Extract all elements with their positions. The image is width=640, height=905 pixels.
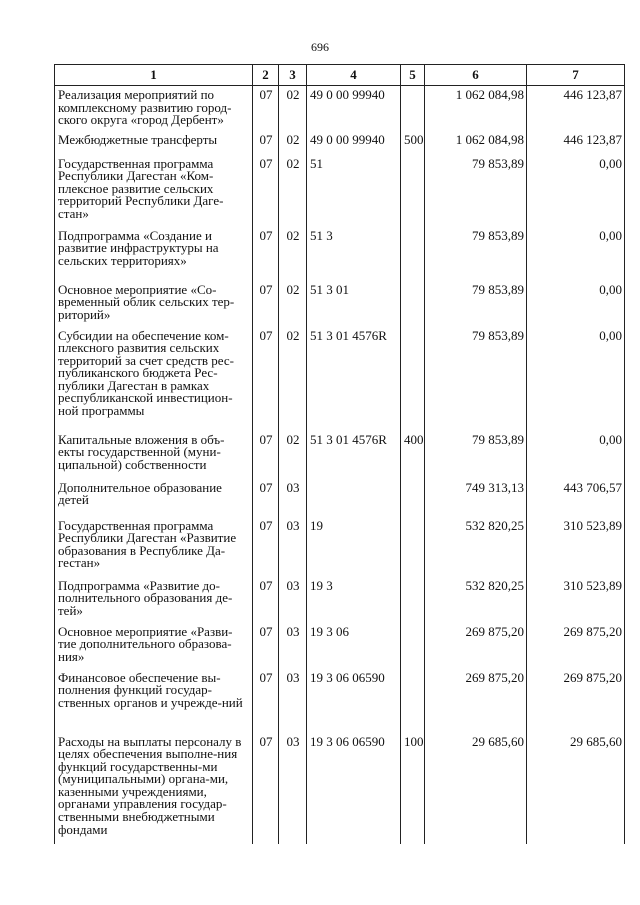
row-target-code: 51 3 01 4576R: [307, 330, 401, 434]
row-expense-type: 100: [401, 736, 425, 844]
row-amount-1: 79 853,89: [425, 434, 527, 482]
page-number: 696: [311, 40, 329, 54]
row-expense-type: [401, 158, 425, 230]
row-amount-2: 443 706,57: [527, 482, 625, 520]
table-row: [55, 134, 625, 158]
row-amount-2: 29 685,60: [527, 736, 625, 844]
row-amount-1: 79 853,89: [425, 158, 527, 230]
row-subsection: 02: [279, 284, 307, 330]
row-amount-2: 310 523,89: [527, 580, 625, 626]
row-section: 07: [253, 482, 279, 520]
row-amount-2: 0,00: [527, 158, 625, 230]
table-row: [55, 434, 625, 482]
row-expense-type: [401, 672, 425, 736]
row-target-code: 19 3 06: [307, 626, 401, 672]
row-amount-2: 0,00: [527, 284, 625, 330]
row-section: 07: [253, 626, 279, 672]
row-target-code: 51 3 01 4576R: [307, 434, 401, 482]
row-subsection: 03: [279, 626, 307, 672]
header-cell-name: 1: [55, 65, 253, 86]
row-name: Расходы на выплаты персоналу в целях обеспечения выполне-ния функций государственны-ми (муниципальными) органа-ми, казенными учреждениями, органами управления государ-ственными внебюджетными фондами: [55, 736, 253, 844]
row-expense-type: 400: [401, 434, 425, 482]
row-expense-type: [401, 520, 425, 580]
table-row: [55, 158, 625, 230]
row-amount-1: 1 062 084,98: [425, 86, 527, 134]
table-row: [55, 520, 625, 580]
row-subsection: 03: [279, 520, 307, 580]
row-amount-1: 749 313,13: [425, 482, 527, 520]
row-section: 07: [253, 158, 279, 230]
row-expense-type: [401, 284, 425, 330]
row-name: Капитальные вложения в объ-екты государственной (муни-ципальной) собственности: [55, 434, 253, 482]
row-target-code: 19: [307, 520, 401, 580]
row-subsection: 03: [279, 580, 307, 626]
row-expense-type: 500: [401, 134, 425, 158]
budget-table: [54, 64, 625, 844]
row-amount-2: 269 875,20: [527, 626, 625, 672]
row-amount-1: 269 875,20: [425, 626, 527, 672]
row-amount-1: 532 820,25: [425, 580, 527, 626]
table-row: [55, 580, 625, 626]
row-subsection: 02: [279, 230, 307, 284]
row-amount-1: 79 853,89: [425, 284, 527, 330]
row-amount-1: 269 875,20: [425, 672, 527, 736]
row-amount-2: 310 523,89: [527, 520, 625, 580]
table-row: [55, 626, 625, 672]
row-expense-type: [401, 580, 425, 626]
row-section: 07: [253, 330, 279, 434]
row-expense-type: [401, 626, 425, 672]
row-name: Субсидии на обеспечение ком-плексного развития сельских территорий за счет средств рес-публиканского бюджета Рес-публики Дагестан в рамках республиканской инвестицион-ной программы: [55, 330, 253, 434]
row-name: Дополнительное образование детей: [55, 482, 253, 520]
row-target-code: 19 3: [307, 580, 401, 626]
table-row: [55, 482, 625, 520]
row-section: 07: [253, 672, 279, 736]
row-name: Подпрограмма «Создание и развитие инфраструктуры на сельских территориях»: [55, 230, 253, 284]
row-amount-2: 269 875,20: [527, 672, 625, 736]
row-name: Межбюджетные трансферты: [55, 134, 253, 158]
row-target-code: 51 3 01: [307, 284, 401, 330]
row-subsection: 02: [279, 158, 307, 230]
row-amount-2: 0,00: [527, 330, 625, 434]
row-amount-1: 79 853,89: [425, 330, 527, 434]
row-target-code: [307, 482, 401, 520]
row-section: 07: [253, 284, 279, 330]
row-expense-type: [401, 482, 425, 520]
row-amount-1: 1 062 084,98: [425, 134, 527, 158]
row-subsection: 02: [279, 86, 307, 134]
row-name: Финансовое обеспечение вы-полнения функций государ-ственных органов и учрежде-ний: [55, 672, 253, 736]
row-expense-type: [401, 330, 425, 434]
row-section: 07: [253, 230, 279, 284]
row-name: Реализация мероприятий по комплексному развитию город-ского округа «город Дербент»: [55, 86, 253, 134]
row-subsection: 02: [279, 434, 307, 482]
row-target-code: 49 0 00 99940: [307, 86, 401, 134]
row-amount-2: 0,00: [527, 434, 625, 482]
row-target-code: 19 3 06 06590: [307, 736, 401, 844]
table-row: [55, 330, 625, 434]
table-row: [55, 86, 625, 134]
header-cell-target-code: 4: [307, 65, 401, 86]
row-subsection: 03: [279, 672, 307, 736]
header-cell-subsection: 3: [279, 65, 307, 86]
row-subsection: 02: [279, 134, 307, 158]
header-cell-amount-1: 6: [425, 65, 527, 86]
row-expense-type: [401, 86, 425, 134]
header-cell-section: 2: [253, 65, 279, 86]
row-amount-2: 446 123,87: [527, 86, 625, 134]
table-row: [55, 736, 625, 844]
row-target-code: 51 3: [307, 230, 401, 284]
row-amount-2: 446 123,87: [527, 134, 625, 158]
row-name: Подпрограмма «Развитие до-полнительного образования де-тей»: [55, 580, 253, 626]
row-target-code: 51: [307, 158, 401, 230]
row-name: Государственная программа Республики Дагестан «Ком-плексное развитие сельских территорий Республики Даге-стан»: [55, 158, 253, 230]
row-expense-type: [401, 230, 425, 284]
row-subsection: 02: [279, 330, 307, 434]
row-amount-1: 29 685,60: [425, 736, 527, 844]
row-name: Государственная программа Республики Дагестан «Развитие образования в Республике Да-гестан»: [55, 520, 253, 580]
row-section: 07: [253, 134, 279, 158]
table-row: [55, 672, 625, 736]
row-target-code: 49 0 00 99940: [307, 134, 401, 158]
row-amount-2: 0,00: [527, 230, 625, 284]
row-name: Основное мероприятие «Со-временный облик сельских тер-риторий»: [55, 284, 253, 330]
row-amount-1: 532 820,25: [425, 520, 527, 580]
row-section: 07: [253, 434, 279, 482]
row-name: Основное мероприятие «Разви-тие дополнительного образова-ния»: [55, 626, 253, 672]
header-row: [55, 65, 625, 86]
row-section: 07: [253, 580, 279, 626]
row-target-code: 19 3 06 06590: [307, 672, 401, 736]
row-subsection: 03: [279, 482, 307, 520]
header-cell-amount-2: 7: [527, 65, 625, 86]
table-row: [55, 284, 625, 330]
row-section: 07: [253, 736, 279, 844]
row-section: 07: [253, 520, 279, 580]
header-cell-expense-type: 5: [401, 65, 425, 86]
row-section: 07: [253, 86, 279, 134]
row-amount-1: 79 853,89: [425, 230, 527, 284]
table-row: [55, 230, 625, 284]
row-subsection: 03: [279, 736, 307, 844]
